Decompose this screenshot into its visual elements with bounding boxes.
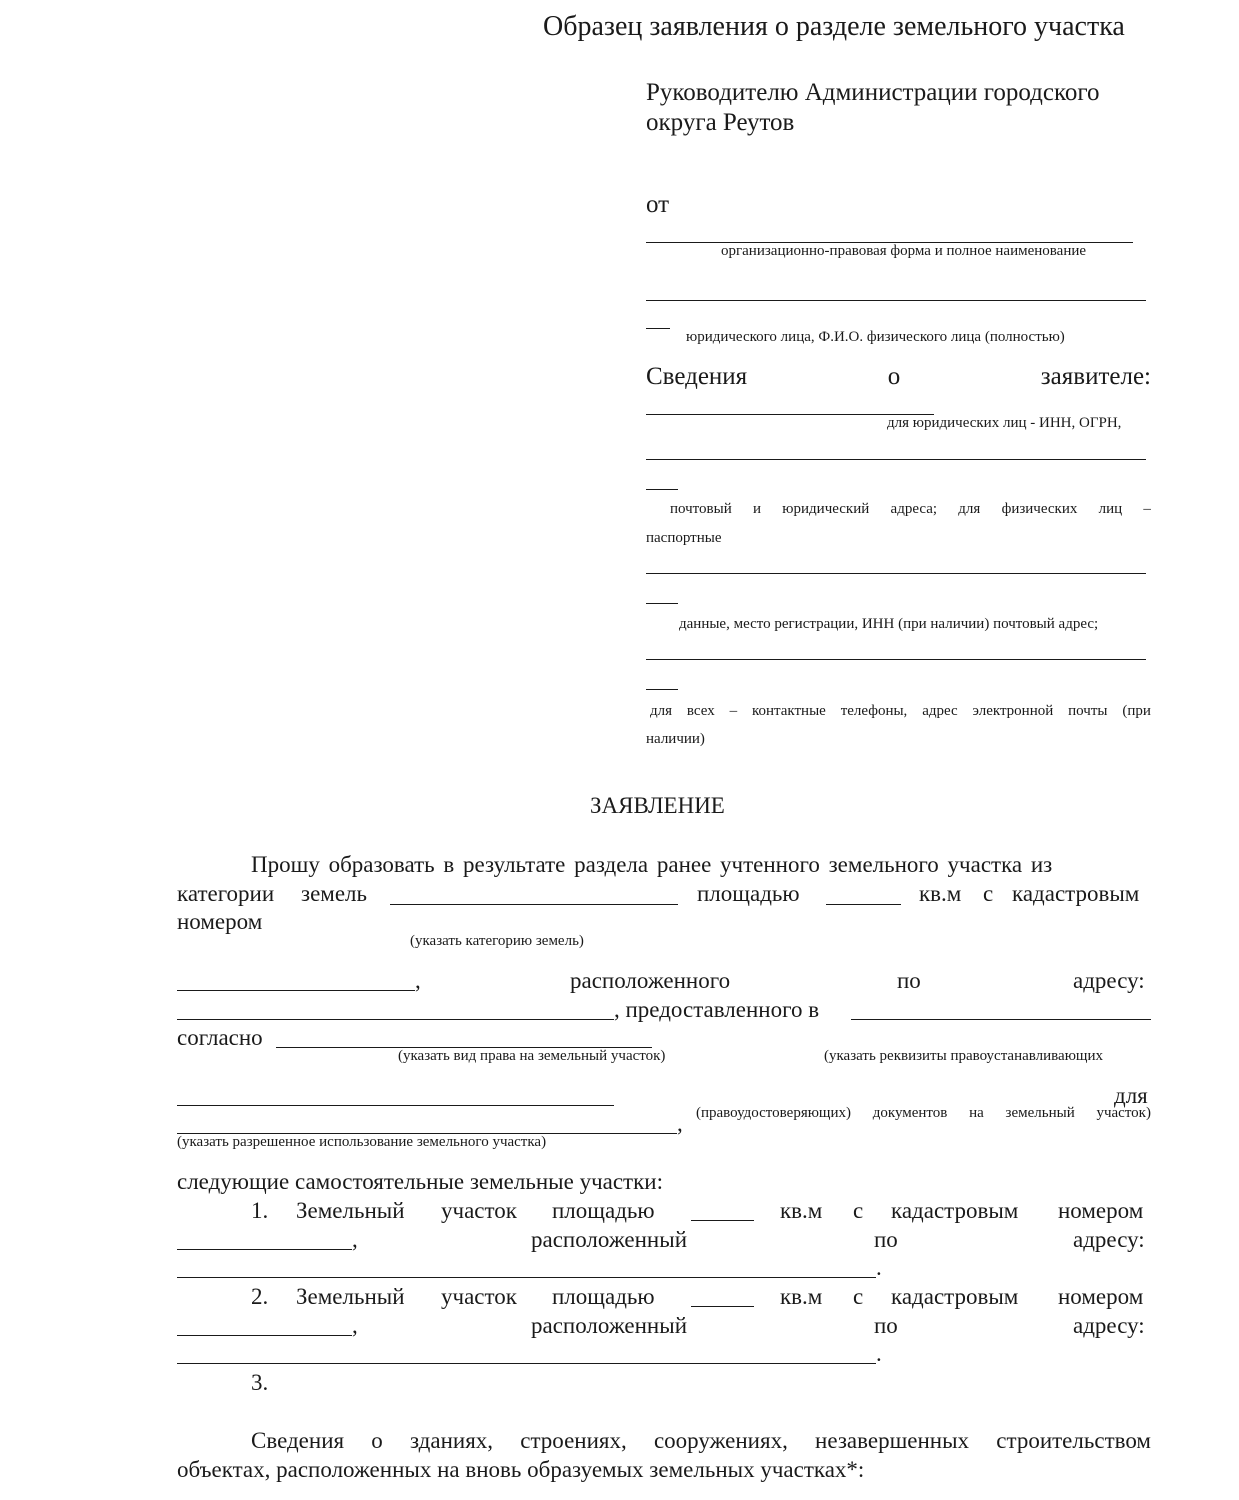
paragraph-word: кадастровым bbox=[891, 1284, 1019, 1309]
following-plots-text: следующие самостоятельные земельные участки: bbox=[177, 1169, 663, 1194]
paragraph-word: по bbox=[874, 1313, 898, 1338]
applicant-info-line-4[interactable] bbox=[646, 659, 1146, 660]
hint-right-type: (указать вид права на земельный участок) bbox=[398, 1048, 666, 1064]
hint-category: (указать категорию земель) bbox=[410, 933, 584, 949]
applicant-info-word: заявителе: bbox=[1040, 363, 1151, 390]
paragraph-word: адресу: bbox=[1073, 968, 1145, 993]
plot-2-area-field[interactable] bbox=[691, 1306, 754, 1307]
paragraph-word: номером bbox=[177, 909, 263, 934]
hint-legal-person: юридического лица, Ф.И.О. физического лица (полностью) bbox=[686, 329, 1065, 345]
comma: , bbox=[352, 1313, 358, 1338]
paragraph-word: расположенный bbox=[531, 1227, 688, 1252]
hint-word: для bbox=[650, 703, 673, 719]
applicant-info-line-4-tail bbox=[646, 689, 678, 690]
hint-word: – bbox=[1143, 501, 1151, 517]
hint-word: земельный bbox=[1005, 1105, 1075, 1121]
paragraph-word: сооружениях, bbox=[653, 1428, 788, 1453]
hint-word: (правоудостоверяющих) bbox=[696, 1105, 851, 1121]
buildings-paragraph-line-2: объектах, расположенных на вновь образуемых земельных участках*: bbox=[177, 1457, 865, 1482]
paragraph-word: по bbox=[897, 968, 921, 993]
paragraph-word: номером bbox=[1058, 1284, 1144, 1309]
hint-word: почты bbox=[1068, 703, 1108, 719]
address-field[interactable] bbox=[177, 1019, 614, 1020]
hint-requisites: (указать реквизиты правоустанавливающих bbox=[824, 1048, 1104, 1064]
paragraph-word: незавершенных bbox=[815, 1428, 970, 1453]
comma: , bbox=[415, 968, 421, 993]
hint-permitted-use: (указать разрешенное использование земельного участка) bbox=[177, 1134, 547, 1150]
plot-1-address-field[interactable] bbox=[177, 1277, 876, 1278]
paragraph-word: участок bbox=[441, 1198, 517, 1223]
paragraph-word: номером bbox=[1058, 1198, 1144, 1223]
hint-word: участок) bbox=[1096, 1105, 1151, 1121]
paragraph-word: зданиях, bbox=[410, 1428, 494, 1453]
hint-word: на bbox=[969, 1105, 984, 1121]
paragraph-word: Земельный bbox=[296, 1284, 405, 1309]
hint-word: документов bbox=[872, 1105, 948, 1121]
paragraph-word: категории bbox=[177, 881, 275, 906]
hint-word: адрес bbox=[922, 703, 958, 719]
hint-data-registration: данные, место регистрации, ИНН (при наличии) почтовый адрес; bbox=[679, 616, 1099, 632]
hint-passport: паспортные bbox=[646, 530, 722, 546]
paragraph-word: расположенный bbox=[531, 1313, 688, 1338]
from-label: от bbox=[646, 191, 670, 218]
applicant-info-line-3-tail bbox=[646, 603, 678, 604]
addressee-line-1: Руководителю Администрации городского bbox=[646, 79, 1100, 106]
hint-word: телефоны, bbox=[840, 703, 908, 719]
paragraph-word: кадастровым bbox=[1012, 881, 1140, 906]
paragraph-word: Сведения bbox=[251, 1428, 345, 1453]
right-type-field[interactable] bbox=[851, 1019, 1151, 1020]
applicant-info-word: Сведения bbox=[646, 363, 748, 390]
applicant-info-word: о bbox=[887, 363, 901, 390]
hint-contacts bbox=[650, 704, 1151, 719]
paragraph-word: Земельный bbox=[296, 1198, 405, 1223]
cadastral-number-field[interactable] bbox=[177, 990, 415, 991]
hint-documents bbox=[696, 1106, 1151, 1121]
paragraph-word: адресу: bbox=[1073, 1227, 1145, 1252]
hint-word: контактные bbox=[751, 703, 826, 719]
requisites-field-2[interactable] bbox=[177, 1105, 614, 1106]
hint-word: – bbox=[729, 703, 738, 719]
period: . bbox=[876, 1255, 882, 1280]
page-title: Образец заявления о разделе земельного участка bbox=[543, 11, 1125, 42]
paragraph-word: строительством bbox=[996, 1428, 1151, 1453]
paragraph-word: адресу: bbox=[1073, 1313, 1145, 1338]
applicant-info-line-3[interactable] bbox=[646, 573, 1146, 574]
item-number: 3. bbox=[251, 1370, 269, 1395]
period: . bbox=[876, 1341, 882, 1366]
comma: , bbox=[677, 1111, 683, 1136]
paragraph-word: кадастровым bbox=[891, 1198, 1019, 1223]
applicant-name-line-2[interactable] bbox=[646, 300, 1146, 301]
hint-word: почтовый bbox=[670, 501, 732, 517]
item-number: 2. bbox=[251, 1284, 269, 1309]
paragraph-word: площадью bbox=[552, 1198, 655, 1223]
hint-inn-ogrn: для юридических лиц - ИНН, ОГРН, bbox=[887, 415, 1122, 431]
applicant-info-line-2-tail bbox=[646, 489, 678, 490]
paragraph-word: земель bbox=[301, 881, 368, 906]
hint-word: (при bbox=[1122, 703, 1151, 719]
paragraph-word: площадью bbox=[552, 1284, 655, 1309]
paragraph-word: кв.м bbox=[919, 881, 962, 906]
paragraph-word: расположенного bbox=[570, 968, 731, 993]
applicant-info-heading bbox=[646, 364, 1151, 389]
hint-word: и bbox=[753, 501, 762, 517]
hint-word: всех bbox=[686, 703, 715, 719]
plot-2-cadastral-field[interactable] bbox=[177, 1335, 352, 1336]
hint-addresses bbox=[670, 502, 1151, 517]
provided-text: , предоставленного в bbox=[614, 997, 820, 1022]
paragraph-word: кв.м bbox=[780, 1284, 823, 1309]
comma: , bbox=[352, 1227, 358, 1252]
item-number: 1. bbox=[251, 1198, 269, 1223]
paragraph-word: строениях, bbox=[520, 1428, 627, 1453]
paragraph-word: с bbox=[853, 1284, 864, 1309]
paragraph-line: Прошу образовать в результате раздела ранее учтенного земельного участка из bbox=[251, 852, 1053, 877]
hint-word: физических bbox=[1001, 501, 1078, 517]
hint-word: для bbox=[958, 501, 981, 517]
plot-2-address-field[interactable] bbox=[177, 1363, 876, 1364]
applicant-name-line-2-tail bbox=[646, 328, 670, 329]
paragraph-word: о bbox=[371, 1428, 383, 1453]
paragraph-word: с bbox=[983, 881, 994, 906]
paragraph-word: участок bbox=[441, 1284, 517, 1309]
hint-availability: наличии) bbox=[646, 731, 705, 747]
land-category-field[interactable] bbox=[390, 904, 678, 905]
hint-org-form: организационно-правовая форма и полное наименование bbox=[721, 243, 1087, 259]
plot-1-cadastral-field[interactable] bbox=[177, 1249, 352, 1250]
buildings-paragraph-line-1 bbox=[251, 1429, 1151, 1452]
hint-word: электронной bbox=[972, 703, 1054, 719]
according-text: согласно bbox=[177, 1025, 263, 1050]
plot-1-area-field[interactable] bbox=[691, 1220, 754, 1221]
paragraph-word: по bbox=[874, 1227, 898, 1252]
hint-word: адреса; bbox=[890, 501, 938, 517]
for-word: для bbox=[1114, 1083, 1148, 1108]
statement-heading: ЗАЯВЛЕНИЕ bbox=[590, 793, 725, 818]
hint-word: лиц bbox=[1098, 501, 1123, 517]
paragraph-word: площадью bbox=[697, 881, 800, 906]
paragraph-word: кв.м bbox=[780, 1198, 823, 1223]
paragraph-word: с bbox=[853, 1198, 864, 1223]
addressee-line-2: округа Реутов bbox=[646, 109, 795, 136]
area-field[interactable] bbox=[826, 904, 901, 905]
applicant-info-line-2[interactable] bbox=[646, 459, 1146, 460]
hint-word: юридический bbox=[782, 501, 870, 517]
